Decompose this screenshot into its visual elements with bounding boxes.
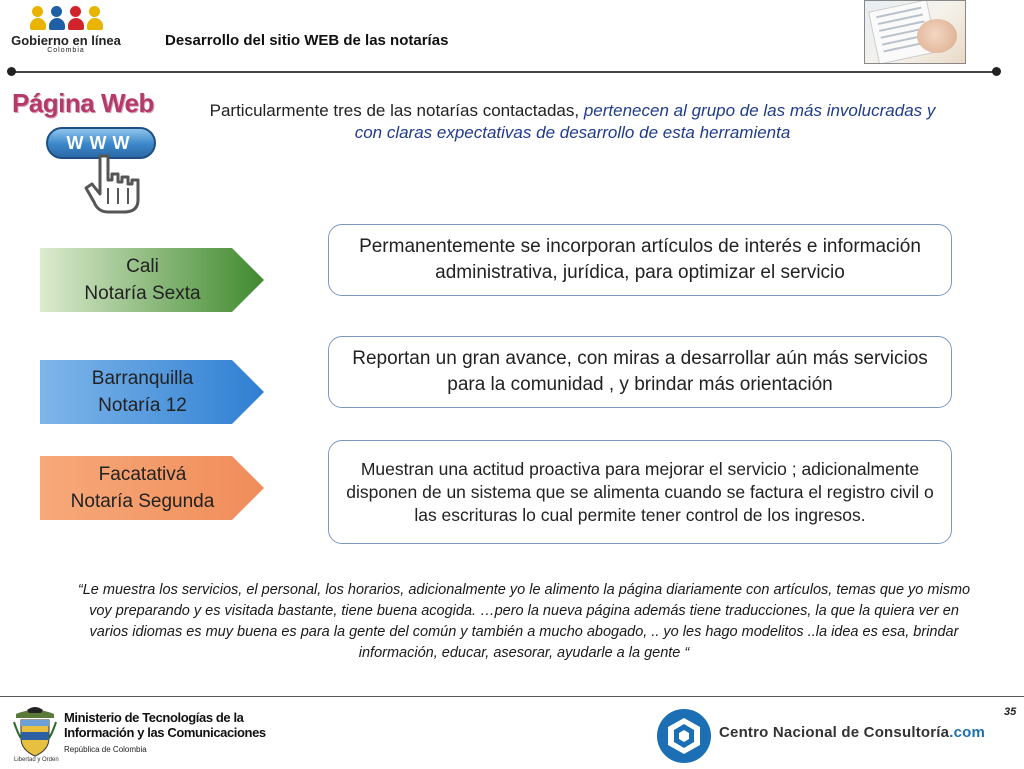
header-divider — [11, 71, 997, 73]
cnc-name-text: Centro Nacional de Consultoría — [719, 724, 950, 741]
coat-motto: Libertad y Orden — [14, 757, 59, 763]
ministry-subtext: República de Colombia — [64, 745, 147, 754]
ministry-line2: Información y las Comunicaciones — [64, 725, 266, 740]
notaria-city: Facatativá — [98, 464, 187, 485]
cnc-domain: .com — [949, 724, 986, 741]
cnc-logo-icon — [656, 708, 712, 764]
notaria-arrow-cali — [40, 248, 264, 312]
divider-end-dot — [7, 67, 16, 76]
coat-of-arms-icon — [12, 704, 58, 762]
finding-box-facatativa: Muestran una actitud proactiva para mejorar el servicio ; adicionalmente disponen de un sistema que se alimenta cuando se factura el registro civil o las escrituras lo cual permite tener control de los ingresos. — [328, 440, 952, 544]
intro-plain: Particularmente tres de las notarías contactadas, — [209, 101, 584, 120]
pointing-hand-icon — [78, 150, 144, 216]
logo-text: Gobierno en línea — [11, 33, 121, 48]
notaria-name: Notaría Segunda — [70, 491, 215, 512]
notaria-arrow-facatativa — [40, 456, 264, 520]
notaria-name: Notaría 12 — [98, 395, 187, 416]
header-photo — [864, 0, 966, 64]
footer-divider — [0, 696, 1024, 697]
pagina-web-title: Página Web — [12, 88, 154, 118]
gobierno-en-linea-logo — [6, 4, 126, 70]
logo-subtext: Colombia — [47, 47, 85, 54]
page-number: 35 — [1004, 706, 1017, 718]
notaria-arrow-barranquilla — [40, 360, 264, 424]
ministry-line1: Ministerio de Tecnologías de la — [64, 710, 244, 725]
www-button-graphic: WWW — [46, 127, 156, 159]
notaria-name: Notaría Sexta — [84, 283, 201, 304]
ministry-name — [64, 710, 266, 740]
finding-box-cali: Permanentemente se incorporan artículos de interés e información administrativa, jurídica, para optimizar el servicio — [328, 224, 952, 296]
cnc-name — [719, 724, 985, 741]
page-title: Desarrollo del sitio WEB de las notarías — [165, 32, 449, 49]
divider-end-dot — [992, 67, 1001, 76]
intro-highlight: pertenecen al grupo de las más involucradas y con claras expectativas de desarrollo de esta herramienta — [354, 101, 936, 142]
notaria-city: Barranquilla — [91, 368, 194, 389]
notaria-city: Cali — [126, 256, 159, 277]
interview-quote: “Le muestra los servicios, el personal, los horarios, adicionalmente yo le alimento la página diariamente con artículos, temas que yo mismo voy preparando y es visitada bastante, tiene buena acogida. …pero la nueva página además tiene traducciones, la que la quiera ver en varios idiomas es muy buena es para la gente del común y también a mucho abogado, .. yo les hago modelitos ..la idea es esa, brindar información, educar, asesorar, ayudarle a la gente “ — [77, 582, 971, 661]
intro-text — [205, 100, 940, 144]
finding-box-barranquilla: Reportan un gran avance, con miras a desarrollar aún más servicios para la comunidad , y brindar más orientación — [328, 336, 952, 408]
